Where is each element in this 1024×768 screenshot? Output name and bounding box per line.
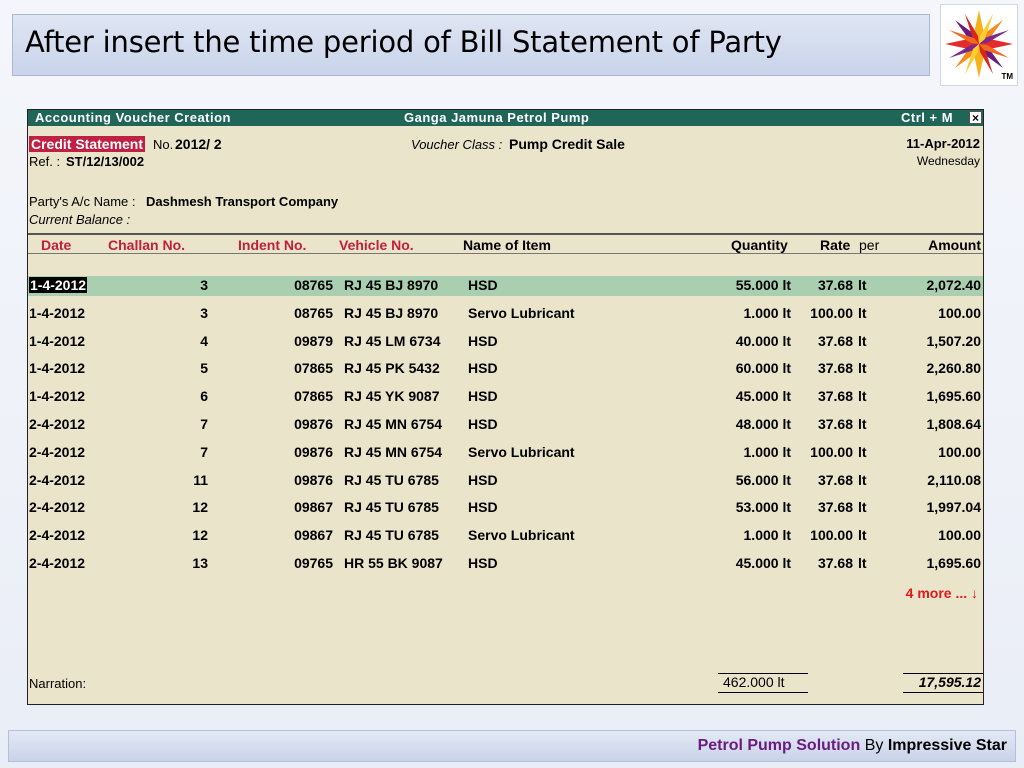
header-title: Accounting Voucher Creation [35,110,231,125]
party-value[interactable]: Dashmesh Transport Company [146,194,339,209]
row-quantity[interactable]: 60.000 lt [735,360,791,377]
row-amount[interactable]: 2,110.08 [927,471,981,488]
row-per[interactable]: lt [858,527,867,544]
row-item[interactable]: HSD [468,499,498,516]
slide-footer [8,730,1016,762]
total-amount-value: 17,595.12 [918,674,981,690]
row-date[interactable]: 2-4-2012 [29,555,86,571]
row-rate[interactable]: 37.68 [817,555,853,571]
voucher-day: Wednesday [916,154,980,168]
voucher-row[interactable] [28,387,983,407]
row-item[interactable]: HSD [468,277,498,293]
row-rate[interactable]: 37.68 [817,499,853,516]
party-label: Party's A/c Name : [29,194,136,209]
row-item[interactable]: Servo Lubricant [468,443,575,460]
row-per[interactable]: lt [858,471,867,488]
row-indent[interactable]: 09765 [294,555,333,571]
row-amount[interactable]: 100.00 [938,304,981,321]
voucher-row[interactable] [28,498,983,518]
row-rate[interactable]: 37.68 [817,388,853,405]
row-rate[interactable]: 37.68 [817,332,853,349]
row-indent[interactable]: 08765 [294,304,333,321]
row-indent[interactable]: 09876 [294,471,333,488]
voucher-date[interactable]: 11-Apr-2012 [906,136,980,151]
row-quantity[interactable]: 45.000 lt [735,388,791,405]
row-challan[interactable]: 7 [200,416,208,432]
row-challan[interactable]: 13 [192,555,208,571]
header-shortcut[interactable]: Ctrl + M [901,110,954,125]
row-amount[interactable]: 1,695.60 [926,388,981,405]
row-date[interactable]: 2-4-2012 [29,443,86,460]
row-item[interactable]: Servo Lubricant [468,527,575,544]
total-amount [903,673,983,693]
voucher-row[interactable] [28,554,983,574]
row-vehicle[interactable]: RJ 45 PK 5432 [344,360,440,377]
col-per: per [859,237,880,253]
row-vehicle[interactable]: HR 55 BK 9087 [344,555,443,571]
slide-title: After insert the time period of Bill Statement of Party [25,25,782,59]
row-date[interactable]: 2-4-2012 [29,471,86,488]
row-indent[interactable]: 09876 [294,416,333,432]
row-date[interactable]: 1-4-2012 [29,304,86,321]
row-per[interactable]: lt [858,416,867,432]
row-quantity[interactable]: 48.000 lt [735,416,791,432]
row-per[interactable]: lt [858,443,867,460]
row-quantity[interactable]: 53.000 lt [735,499,791,516]
col-item: Name of Item [463,237,551,253]
col-amount: Amount [928,237,981,253]
row-quantity[interactable]: 56.000 lt [735,471,791,488]
row-amount[interactable]: 1,808.64 [926,416,981,432]
row-quantity[interactable]: 45.000 lt [735,555,791,571]
row-date[interactable]: 2-4-2012 [29,527,86,544]
row-indent[interactable]: 09876 [294,443,333,460]
voucher-class-label: Voucher Class : [411,137,503,152]
row-vehicle[interactable]: RJ 45 TU 6785 [344,471,439,488]
row-rate[interactable]: 100.00 [810,443,853,460]
row-date[interactable]: 1-4-2012 [30,277,87,293]
row-challan[interactable]: 6 [200,388,208,405]
row-indent[interactable]: 09879 [294,332,333,349]
column-header-row [28,233,983,254]
row-item[interactable]: HSD [468,555,498,571]
col-date: Date [41,237,72,253]
row-quantity[interactable]: 1.000 lt [743,527,791,544]
row-rate[interactable]: 37.68 [817,360,853,377]
row-item[interactable]: Servo Lubricant [468,304,575,321]
row-indent[interactable]: 09867 [294,527,333,544]
row-quantity[interactable]: 40.000 lt [735,332,791,349]
row-rate[interactable]: 37.68 [817,277,853,293]
row-quantity[interactable]: 1.000 lt [743,443,791,460]
more-rows-link[interactable]: 4 more ... ↓ [905,585,978,601]
trademark-label: TM [1001,72,1013,81]
row-date[interactable]: 1-4-2012 [29,360,86,377]
row-date[interactable]: 2-4-2012 [29,416,86,432]
row-rate[interactable]: 100.00 [810,527,853,544]
row-indent[interactable]: 07865 [294,360,333,377]
row-vehicle[interactable]: RJ 45 TU 6785 [344,499,439,516]
impressive-star-logo [940,4,1018,86]
row-indent[interactable]: 07865 [294,388,333,405]
row-item[interactable]: HSD [468,332,498,349]
row-amount[interactable]: 1,997.04 [926,499,981,516]
row-amount[interactable]: 100.00 [938,443,981,460]
row-challan[interactable]: 12 [192,527,208,544]
window-header [28,110,983,126]
voucher-row[interactable] [28,359,983,379]
narration-label: Narration: [29,676,87,691]
voucher-row[interactable] [28,471,983,491]
row-rate[interactable]: 100.00 [810,304,853,321]
row-amount[interactable]: 2,072.40 [926,277,981,293]
row-per[interactable]: lt [858,304,867,321]
row-indent[interactable]: 09867 [294,499,333,516]
row-vehicle[interactable]: RJ 45 TU 6785 [344,527,439,544]
row-vehicle[interactable]: RJ 45 LM 6734 [344,332,441,349]
row-item[interactable]: HSD [468,360,498,377]
slide-title-bar [12,14,930,76]
row-challan[interactable]: 7 [200,443,208,460]
row-vehicle[interactable]: RJ 45 BJ 8970 [344,277,439,293]
row-challan[interactable]: 3 [200,304,208,321]
row-vehicle[interactable]: RJ 45 MN 6754 [344,416,443,432]
footer-by: By [864,737,884,754]
row-rate[interactable]: 37.68 [817,416,853,432]
row-challan[interactable]: 3 [200,277,208,293]
col-quantity: Quantity [731,237,788,253]
row-vehicle[interactable]: RJ 45 BJ 8970 [344,304,439,321]
footer-brand: Petrol Pump Solution [697,737,861,754]
row-amount[interactable]: 1,507.20 [926,332,981,349]
row-rate[interactable]: 37.68 [817,471,853,488]
row-per[interactable]: lt [858,555,867,571]
voucher-row[interactable] [28,332,983,352]
row-item[interactable]: HSD [468,388,498,405]
row-per[interactable]: lt [858,277,867,293]
col-vehicle: Vehicle No. [339,237,414,253]
row-vehicle[interactable]: RJ 45 YK 9087 [344,388,440,405]
footer-text [698,737,1007,755]
voucher-type-badge[interactable]: Credit Statement [31,136,144,152]
col-indent: Indent No. [238,237,307,253]
row-challan[interactable]: 5 [200,360,208,377]
row-vehicle[interactable]: RJ 45 MN 6754 [344,443,443,460]
close-icon[interactable]: × [969,111,982,124]
row-challan[interactable]: 12 [192,499,208,516]
footer-company: Impressive Star [887,737,1007,754]
row-indent[interactable]: 08765 [294,277,333,293]
row-date[interactable]: 1-4-2012 [29,332,86,349]
voucher-row[interactable] [28,443,983,463]
row-per[interactable]: lt [858,388,867,405]
row-per[interactable]: lt [858,499,867,516]
total-quantity [718,673,808,693]
row-amount[interactable]: 100.00 [938,527,981,544]
voucher-no-value[interactable]: 2012/ 2 [175,136,222,152]
row-quantity[interactable]: 1.000 lt [743,304,791,321]
header-company: Ganga Jamuna Petrol Pump [404,110,590,125]
col-rate: Rate [820,237,851,253]
row-item[interactable]: HSD [468,471,498,488]
voucher-row[interactable] [28,415,983,435]
star-logo-icon [943,7,1015,81]
col-challan: Challan No. [108,237,186,253]
row-per[interactable]: lt [858,360,867,377]
voucher-row[interactable] [28,526,983,546]
ref-value[interactable]: ST/12/13/002 [66,154,145,169]
row-per[interactable]: lt [858,332,867,349]
row-item[interactable]: HSD [468,416,498,432]
total-quantity-value: 462.000 lt [723,674,785,690]
row-challan[interactable]: 4 [200,332,208,349]
ref-label: Ref. : [29,154,61,169]
row-amount[interactable]: 2,260.80 [926,360,981,377]
row-date[interactable]: 1-4-2012 [29,388,86,405]
row-amount[interactable]: 1,695.60 [926,555,981,571]
voucher-no-label: No. [153,137,174,152]
row-challan[interactable]: 11 [193,471,208,488]
voucher-row[interactable] [28,304,983,324]
current-balance-label: Current Balance : [29,212,131,227]
tally-voucher-window [27,109,984,705]
row-quantity[interactable]: 55.000 lt [735,277,791,293]
row-date[interactable]: 2-4-2012 [29,499,86,516]
voucher-class-value[interactable]: Pump Credit Sale [509,136,625,152]
voucher-row[interactable] [28,276,983,296]
